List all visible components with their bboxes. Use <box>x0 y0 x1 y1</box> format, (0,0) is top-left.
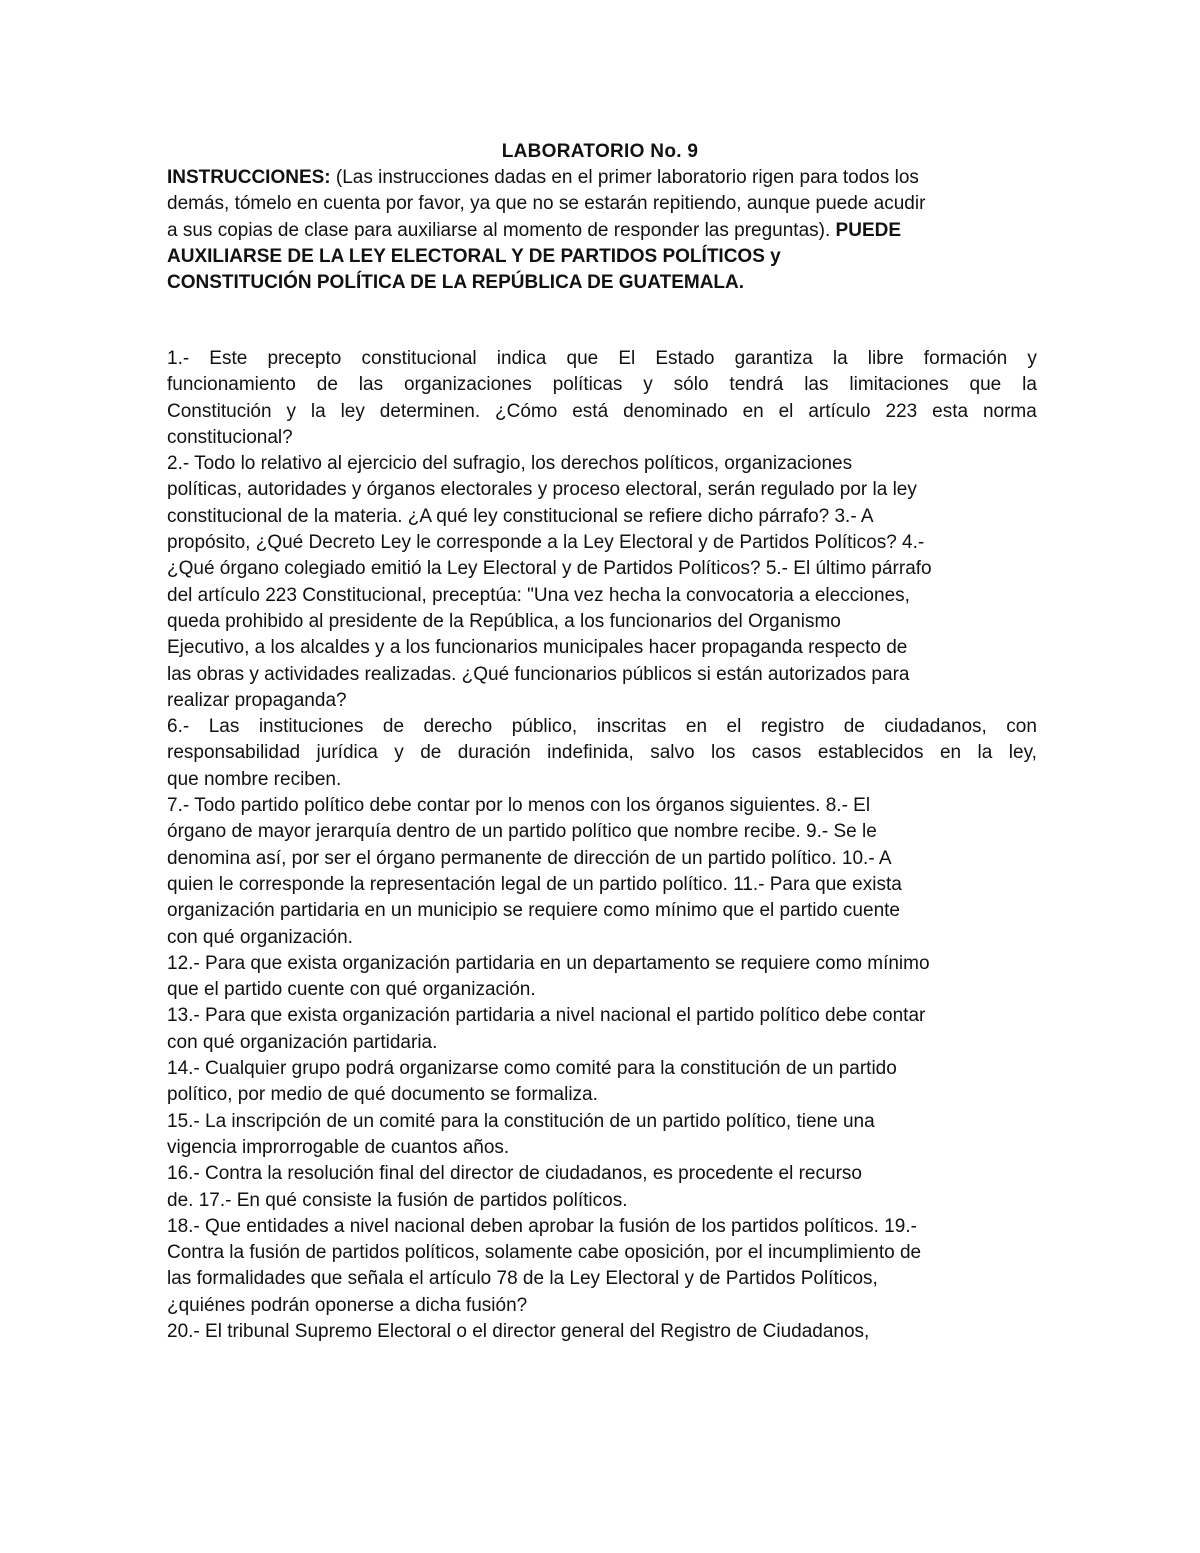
instructions-line: demás, tómelo en cuenta por favor, ya que no se estarán repitiendo, aunque puede acudir <box>167 193 926 215</box>
question-word: Constitución <box>167 400 272 422</box>
question-word: jurídica <box>316 742 378 764</box>
question-word: derecho <box>423 716 493 738</box>
question-word: de <box>316 374 338 396</box>
instructions-bold-text: PUEDE <box>835 219 902 241</box>
question-line: que nombre reciben. <box>167 768 342 790</box>
question-line <box>167 372 1037 398</box>
question-word: la <box>1022 374 1037 396</box>
question-line: 15.- La inscripción de un comité para la constitución de un partido político, tiene una <box>167 1110 875 1132</box>
question-word: ley <box>340 400 365 422</box>
question-word: indica <box>496 348 547 369</box>
instructions-paragraph <box>167 165 1037 296</box>
question-word: que <box>566 348 599 369</box>
question-line: que el partido cuente con qué organización. <box>167 979 536 1001</box>
question-word: de <box>420 742 442 764</box>
question-word: y <box>1027 348 1037 369</box>
question-word: con <box>1006 716 1037 738</box>
question-word: 1.- <box>167 348 190 369</box>
question-word: las <box>358 374 384 396</box>
instructions-text: (Las instrucciones dadas en el primer laboratorio rigen para todos los <box>330 167 919 188</box>
question-line: ¿quiénes podrán oponerse a dicha fusión? <box>167 1294 528 1316</box>
question-line: político, por medio de qué documento se formaliza. <box>167 1084 598 1106</box>
question-line: constitucional? <box>167 426 293 448</box>
question-line: Ejecutivo, a los alcaldes y a los funcionarios municipales hacer propaganda respecto de <box>167 637 908 659</box>
question-word: el <box>726 716 742 738</box>
question-word: El <box>618 348 636 369</box>
question-word: denominado <box>623 400 728 422</box>
question-word: tendrá <box>729 374 784 396</box>
question-word: de <box>382 716 405 738</box>
question-word: norma <box>982 400 1037 422</box>
question-line: propósito, ¿Qué Decreto Ley le corresponde a la Ley Electoral y de Partidos Políticos? 4.- <box>167 532 925 554</box>
instructions-line <box>167 218 1037 244</box>
question-line: Contra la fusión de partidos políticos, solamente cabe oposición, por el incumplimiento de <box>167 1242 922 1264</box>
question-line: 12.- Para que exista organización partidaria en un departamento se requiere como mínimo <box>167 952 930 974</box>
question-word: la <box>832 348 848 369</box>
question-word: ¿Cómo <box>495 400 558 422</box>
question-word: determinen. <box>379 400 481 422</box>
instructions-bold-line: CONSTITUCIÓN POLÍTICA DE LA REPÚBLICA DE GUATEMALA. <box>167 272 745 294</box>
question-word: y <box>643 374 653 396</box>
question-word: políticas <box>552 374 623 396</box>
question-line: 18.- Que entidades a nivel nacional deben aprobar la fusión de los partidos políticos. 19.- <box>167 1215 917 1237</box>
question-word: en <box>742 400 764 422</box>
question-line: constitucional de la materia. ¿A qué ley constitucional se refiere dicho párrafo? 3.- A <box>167 505 874 527</box>
question-word: constitucional <box>361 348 477 369</box>
question-line: 16.- Contra la resolución final del director de ciudadanos, es procedente el recurso <box>167 1163 862 1185</box>
question-word: sólo <box>673 374 709 396</box>
question-word: establecidos <box>817 742 924 764</box>
question-word: 6.- <box>167 716 190 738</box>
question-word: libre <box>867 348 904 369</box>
question-line: las obras y actividades realizadas. ¿Qué funcionarios públicos si están autorizados para <box>167 663 910 685</box>
question-word: ley, <box>1008 742 1037 764</box>
question-word: la <box>977 742 993 764</box>
question-line: realizar propaganda? <box>167 689 347 711</box>
question-line: del artículo 223 Constitucional, preceptúa: "Una vez hecha la convocatoria a elecciones, <box>167 584 910 606</box>
document-title: LABORATORIO No. 9 <box>501 141 699 162</box>
question-line: de. 17.- En qué consiste la fusión de partidos políticos. <box>167 1189 628 1211</box>
question-word: organizaciones <box>403 374 532 396</box>
question-line: 7.- Todo partido político debe contar por lo menos con los órganos siguientes. 8.- El <box>167 795 871 817</box>
question-word: formación <box>923 348 1008 369</box>
question-line <box>167 714 1037 740</box>
question-word: 223 <box>885 400 918 422</box>
question-word: los <box>711 742 736 764</box>
question-word: el <box>778 400 794 422</box>
question-word: público, <box>511 716 578 738</box>
question-line: 2.- Todo lo relativo al ejercicio del sufragio, los derechos políticos, organizaciones <box>167 453 853 475</box>
instructions-text: a sus copias de clase para auxiliarse al momento de responder las preguntas). <box>167 219 836 241</box>
question-word: casos <box>751 742 802 764</box>
instructions-bold-line: AUXILIARSE DE LA LEY ELECTORAL Y DE PARTIDOS POLÍTICOS y <box>167 245 781 267</box>
question-line: 14.- Cualquier grupo podrá organizarse como comité para la constitución de un partido <box>167 1058 897 1080</box>
question-line: organización partidaria en un municipio se requiere como mínimo que el partido cuente <box>167 900 900 922</box>
question-line <box>167 740 1037 766</box>
question-word: duración <box>457 742 531 764</box>
question-word: garantiza <box>734 348 813 369</box>
question-word: Este <box>209 348 248 369</box>
question-line: ¿Qué órgano colegiado emitió la Ley Electoral y de Partidos Políticos? 5.- El último párrafo <box>167 558 932 580</box>
question-word: indefinida, <box>547 742 634 764</box>
question-word: en <box>939 742 962 764</box>
question-word: artículo <box>808 400 871 422</box>
question-line: 13.- Para que exista organización partidaria a nivel nacional el partido político debe contar <box>167 1005 926 1027</box>
question-word: Estado <box>655 348 715 369</box>
question-word: precepto <box>267 348 342 369</box>
question-line: vigencia improrrogable de cuantos años. <box>167 1136 510 1158</box>
question-word: las <box>804 374 829 396</box>
question-line: 20.- El tribunal Supremo Electoral o el director general del Registro de Ciudadanos, <box>167 1320 870 1342</box>
question-word: y <box>286 400 296 422</box>
question-line <box>167 346 1037 372</box>
question-line: con qué organización. <box>167 926 353 948</box>
question-word: la <box>310 400 326 422</box>
question-word: limitaciones <box>849 374 949 396</box>
question-line: órgano de mayor jerarquía dentro de un partido político que nombre recibe. 9.- Se le <box>167 821 877 843</box>
instructions-label: INSTRUCCIONES: <box>167 167 331 188</box>
questions-list <box>167 346 1037 1345</box>
question-line: denomina así, por ser el órgano permanente de dirección de un partido político. 10.- A <box>167 847 892 869</box>
question-word: en <box>685 716 708 738</box>
question-word: registro <box>760 716 825 738</box>
question-line: quien le corresponde la representación legal de un partido político. 11.- Para que exista <box>167 873 902 895</box>
question-word: instituciones <box>258 716 364 738</box>
question-word: que <box>969 374 1002 396</box>
question-line <box>167 399 1037 425</box>
question-word: responsabilidad <box>167 742 301 764</box>
question-word: Las <box>208 716 240 738</box>
question-line: políticas, autoridades y órganos electorales y proceso electoral, serán regulado por la ley <box>167 479 917 501</box>
question-word: salvo <box>650 742 695 764</box>
question-word: funcionamiento <box>167 374 296 396</box>
question-word: está <box>572 400 609 422</box>
question-word: y <box>394 742 404 764</box>
question-line: las formalidades que señala el artículo 78 de la Ley Electoral y de Partidos Políticos, <box>167 1268 878 1290</box>
question-line: queda prohibido al presidente de la República, a los funcionarios del Organismo <box>167 610 841 632</box>
instructions-line <box>167 165 1037 191</box>
question-line: con qué organización partidaria. <box>167 1031 438 1053</box>
question-word: esta <box>932 400 969 422</box>
question-word: ciudadanos, <box>884 716 987 738</box>
question-word: de <box>843 716 865 738</box>
question-word: inscritas <box>596 716 667 738</box>
